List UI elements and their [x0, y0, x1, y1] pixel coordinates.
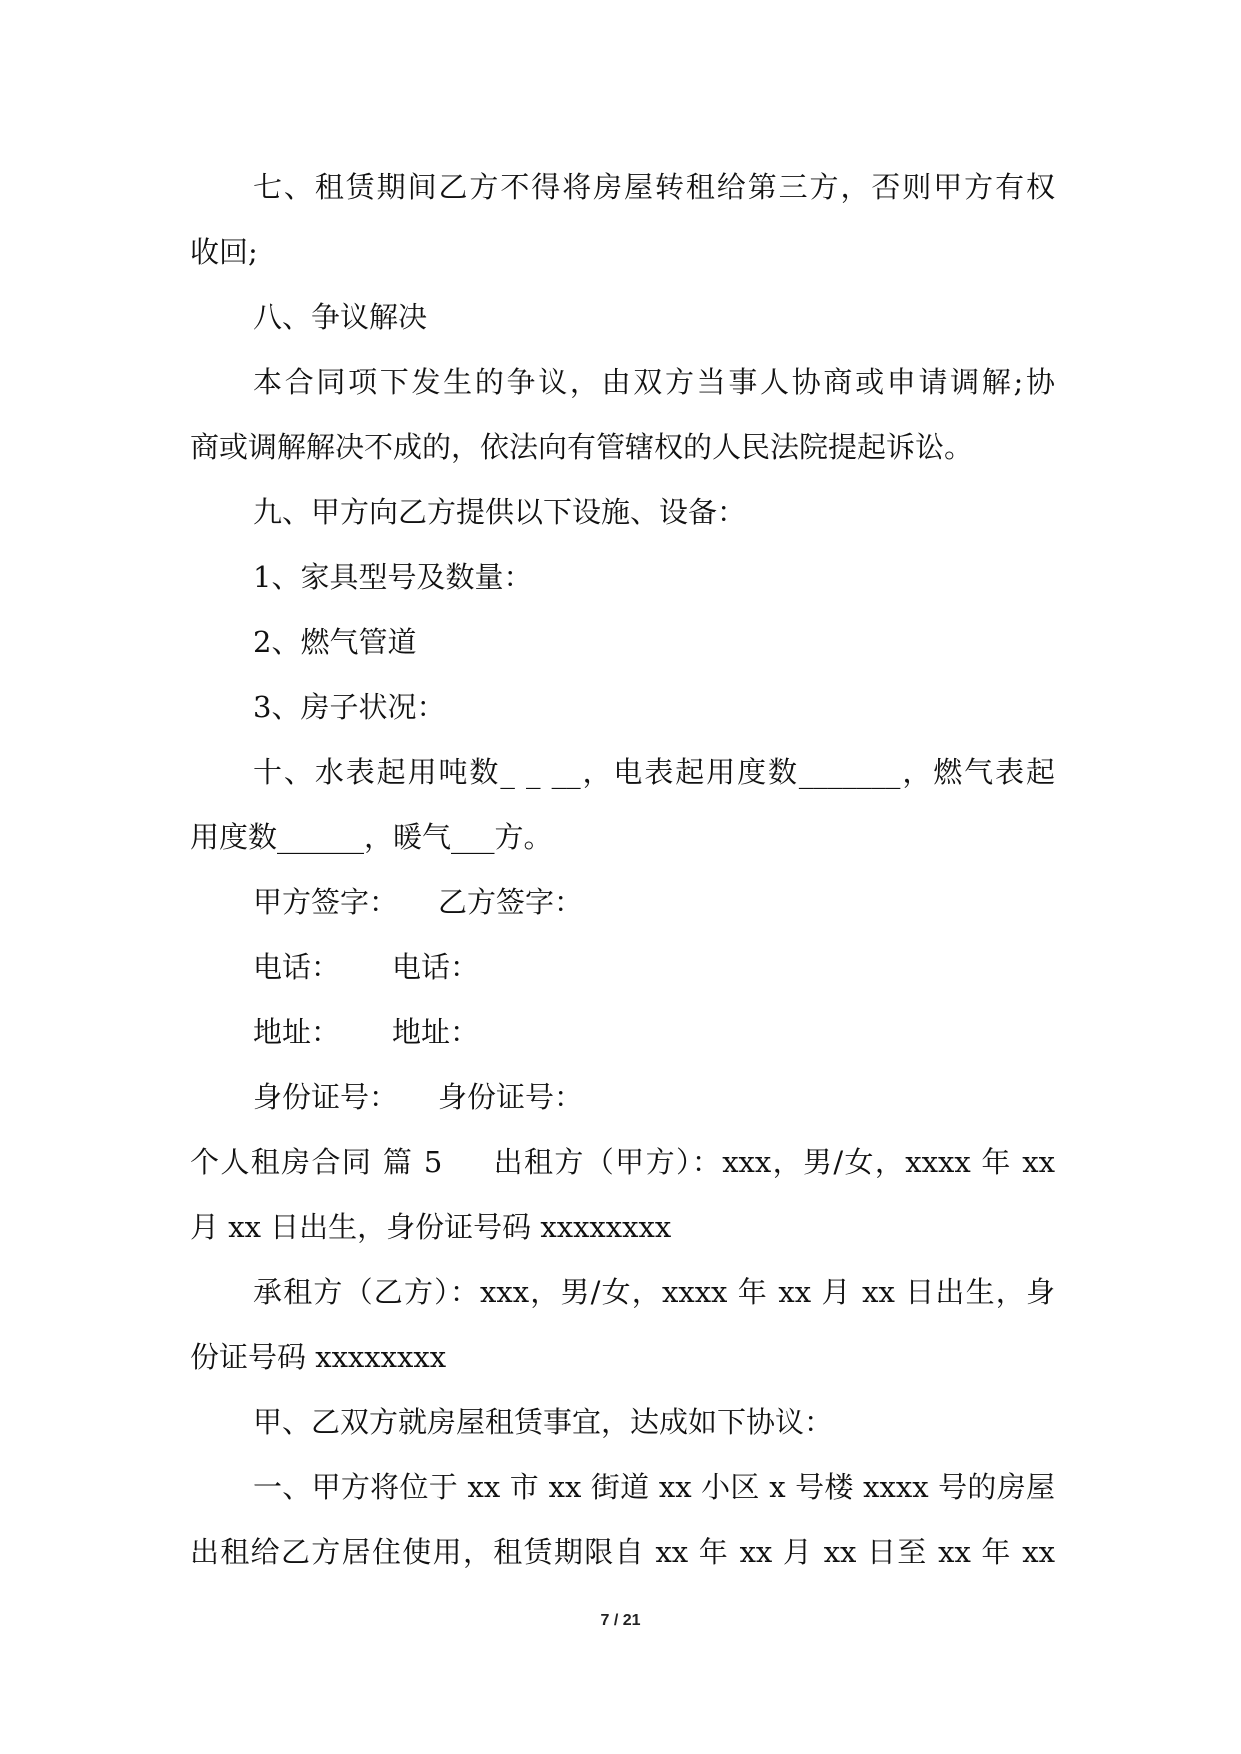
- party-a-phone-label: 电话：: [253, 950, 341, 984]
- clause-8-heading: 八、争议解决: [253, 300, 428, 334]
- clause-10-line-1: 十、水表起用吨数_ _ __，电表起用度数_______，燃气表起: [253, 755, 1055, 789]
- party-a-signature-label: 甲方签字：: [253, 885, 399, 919]
- lessor-line-1: 出租方（甲方）：xxx，男/女，xxxx 年 xx: [492, 1145, 1055, 1179]
- lessee-line-1: 承租方（乙方）：xxx，男/女，xxxx 年 xx 月 xx 日出生，身: [253, 1275, 1055, 1309]
- clause-9-item-2: 2、燃气管道: [253, 625, 417, 659]
- document-body: [190, 155, 1055, 1585]
- party-b-phone-label: 电话：: [392, 950, 480, 984]
- party-b-id-label: 身份证号：: [438, 1080, 584, 1114]
- page-number: 7 / 21: [600, 1612, 641, 1629]
- party-a-address-label: 地址：: [253, 1015, 341, 1049]
- lessor-line-2: 月 xx 日出生，身份证号码 xxxxxxxx: [190, 1210, 672, 1244]
- contract-5-heading: 个人租房合同 篇 5: [190, 1145, 443, 1179]
- contract-5-first-line: [190, 1130, 1055, 1195]
- party-b-signature-label: 乙方签字：: [438, 885, 584, 919]
- clause-8-line-1: 本合同项下发生的争议，由双方当事人协商或申请调解;协: [253, 365, 1055, 399]
- address-row: [190, 1000, 1055, 1065]
- clause-9-item-3: 3、房子状况：: [253, 690, 446, 724]
- clause-10-line-2: 用度数______，暖气___方。: [190, 820, 553, 854]
- party-a-id-label: 身份证号：: [253, 1080, 399, 1114]
- signature-row: [190, 870, 1055, 935]
- id-row: [190, 1065, 1055, 1130]
- lessee-line-2: 份证号码 xxxxxxxx: [190, 1340, 447, 1374]
- party-b-address-label: 地址：: [392, 1015, 480, 1049]
- clause-7-line-1: 七、租赁期间乙方不得将房屋转租给第三方，否则甲方有权: [253, 170, 1055, 204]
- clause-1-line-2: 出租给乙方居住使用，租赁期限自 xx 年 xx 月 xx 日至 xx 年 xx: [190, 1535, 1055, 1569]
- agreement-line: 甲、乙双方就房屋租赁事宜，达成如下协议：: [253, 1405, 834, 1439]
- clause-8-line-2: 商或调解解决不成的，依法向有管辖权的人民法院提起诉讼。: [190, 430, 974, 464]
- clause-9-heading: 九、甲方向乙方提供以下设施、设备：: [253, 495, 747, 529]
- phone-row: [190, 935, 1055, 1000]
- clause-1-line-1: 一、甲方将位于 xx 市 xx 街道 xx 小区 x 号楼 xxxx 号的房屋: [253, 1470, 1055, 1504]
- clause-9-item-1: 1、家具型号及数量：: [253, 560, 533, 594]
- clause-7-line-2: 收回;: [190, 235, 258, 269]
